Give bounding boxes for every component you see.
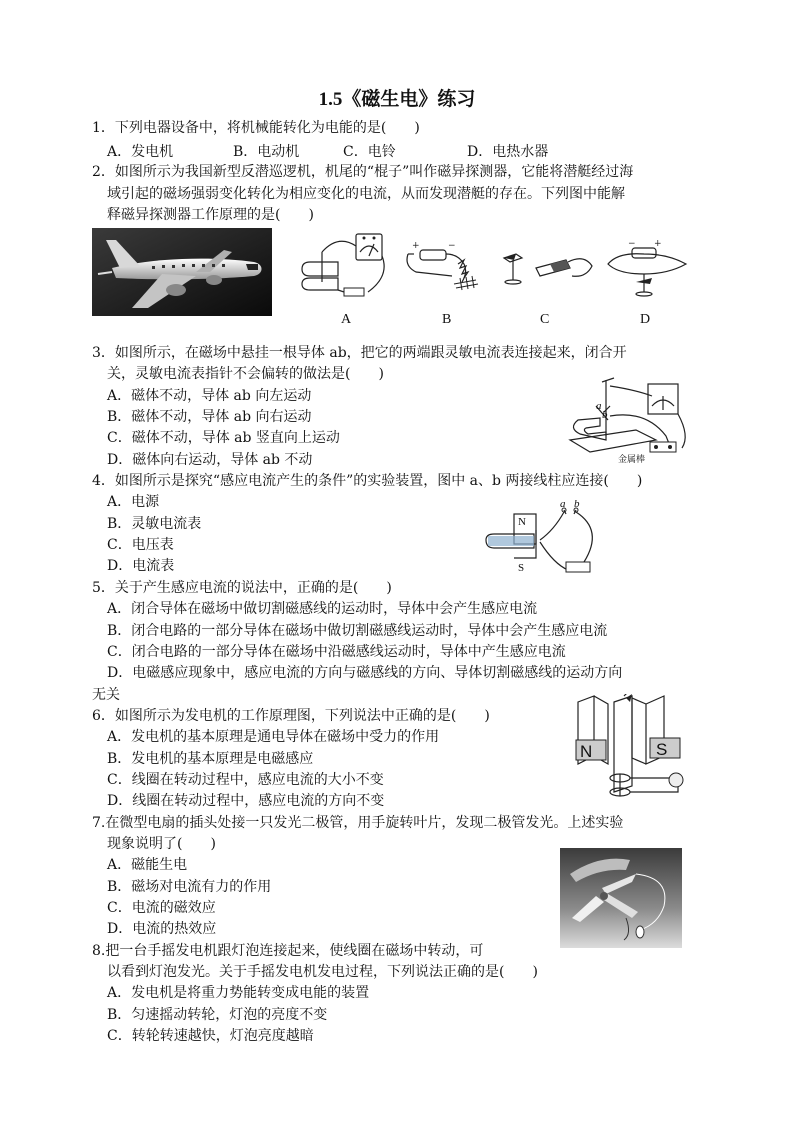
q2-figure-label-c: C: [540, 312, 550, 327]
page-title: 1.5《磁生电》练习: [318, 89, 476, 110]
q6-figure-label-n: N: [580, 742, 593, 761]
q4-stem: 4．如图所示是探究“感应电流产生的条件”的实验装置，图中 a、b 两接线柱应连接( ): [92, 473, 643, 489]
q1-option-b: B．电动机: [233, 144, 300, 160]
q5-option-d: D．电磁感应现象中，感应电流的方向与磁感线的方向、导体切割磁感线的运动方向: [107, 665, 623, 681]
q7-option-d: D．电流的热效应: [107, 921, 217, 937]
q4-figure-label-n: N: [518, 516, 526, 528]
q8-stem-line-1: 8.把一台手摇发电机跟灯泡连接起来，使线圈在磁场中转动，可: [92, 943, 484, 959]
q4-figure-label-a: a: [560, 498, 566, 510]
q5-option-c: C．闭合电路的一部分导体在磁场中沿磁感线运动时，导体中产生感应电流: [107, 644, 566, 660]
q1-option-c: C．电铃: [343, 144, 396, 160]
q7-stem-line-2: 现象说明了( ): [107, 836, 216, 852]
q2-figure-b-electromagnet: [402, 236, 492, 296]
q2-figure-label-d: D: [640, 312, 651, 327]
q3-figure-label-b: b: [602, 409, 608, 421]
q7-option-b: B．磁场对电流有力的作用: [107, 879, 272, 895]
q4-figure-induction-apparatus: [484, 500, 614, 578]
q3-option-c: C．磁体不动，导体 ab 竖直向上运动: [107, 430, 340, 446]
q3-figure-label-rod: 金属棒: [618, 454, 646, 464]
q2-figure-a-generator-setup: [298, 226, 398, 306]
q6-option-a: A．发电机的基本原理是通电导体在磁场中受力的作用: [107, 729, 440, 745]
q8-option-b: B．匀速摇动转轮，灯泡的亮度不变: [107, 1007, 328, 1023]
q4-figure-label-s: S: [518, 562, 525, 574]
q1-stem: 1．下列电器设备中，将机械能转化为电能的是( ): [92, 120, 420, 136]
q5-stem: 5．关于产生感应电流的说法中，正确的是( ): [92, 580, 392, 596]
q8-option-a: A．发电机是将重力势能转变成电能的装置: [107, 985, 370, 1001]
q2-figure-label-b: B: [442, 312, 452, 327]
q2-stem-line-2: 域引起的磁场强弱变化转化为相应变化的电流，从而发现潜艇的存在。下列图中能解: [107, 186, 625, 202]
q5-option-d-continuation: 无关: [92, 687, 120, 703]
q1-option-d: D．电热水器: [467, 144, 549, 160]
q5-option-a: A．闭合导体在磁场中做切割磁感线的运动时，导体中会产生感应电流: [107, 601, 538, 617]
q7-option-c: C．电流的磁效应: [107, 900, 216, 916]
q3-stem-line-1: 3．如图所示，在磁场中悬挂一根导体 ab，把它的两端跟灵敏电流表连接起来，闭合开: [92, 345, 627, 361]
q2-figure-d-coil-compass: [598, 238, 694, 302]
fan-led-photo: [560, 848, 682, 948]
q6-option-d: D．线圈在转动过程中，感应电流的方向不变: [107, 793, 385, 809]
q8-stem-line-2: 以看到灯泡发光。关于手摇发电机发电过程，下列说法正确的是( ): [107, 964, 538, 980]
svg-text:−: −: [628, 239, 636, 249]
q2-figure-c-magnet-compass: [500, 244, 596, 288]
q1-options: [107, 141, 548, 161]
svg-text:+: +: [654, 239, 662, 249]
q3-option-b: B．磁体不动，导体 ab 向右运动: [107, 409, 312, 425]
q3-figure-label-a: a: [596, 400, 602, 412]
q4-option-a: A．电源: [107, 494, 160, 510]
q3-option-d: D．磁体向右运动，导体 ab 不动: [107, 452, 313, 468]
q3-stem-line-2: 关，灵敏电流表指针不会偏转的做法是( ): [107, 366, 384, 382]
q6-stem: 6．如图所示为发电机的工作原理图，下列说法中正确的是( ): [92, 708, 490, 724]
q8-option-c: C．转轮转速越快，灯泡亮度越暗: [107, 1028, 314, 1044]
q4-option-d: D．电流表: [107, 558, 175, 574]
q7-stem-line-1: 7.在微型电扇的插头处接一只发光二极管，用手旋转叶片，发现二极管发光。上述实验: [92, 815, 624, 831]
svg-text:−: −: [448, 241, 456, 251]
q4-option-c: C．电压表: [107, 537, 174, 553]
q5-option-b: B．闭合电路的一部分导体在磁场中做切割磁感线运动时，导体中会产生感应电流: [107, 623, 608, 639]
q4-option-b: B．灵敏电流表: [107, 516, 202, 532]
q2-figure-label-a: A: [341, 312, 352, 327]
svg-text:+: +: [412, 241, 420, 251]
patrol-aircraft-photo: [92, 228, 272, 316]
q4-figure-label-b: b: [574, 498, 580, 510]
q3-option-a: A．磁体不动，导体 ab 向左运动: [107, 388, 312, 404]
q6-option-b: B．发电机的基本原理是电磁感应: [107, 751, 314, 767]
q2-stem-line-1: 2．如图所示为我国新型反潜巡逻机，机尾的“棍子”叫作磁异探测器，它能将潜艇经过海: [92, 164, 634, 180]
q6-option-c: C．线圈在转动过程中，感应电流的大小不变: [107, 772, 384, 788]
q2-stem-line-3: 释磁异探测器工作原理的是( ): [107, 207, 314, 223]
q7-option-a: A．磁能生电: [107, 857, 188, 873]
q1-option-a: A．发电机: [107, 144, 174, 160]
q6-figure-label-s: S: [656, 740, 668, 759]
